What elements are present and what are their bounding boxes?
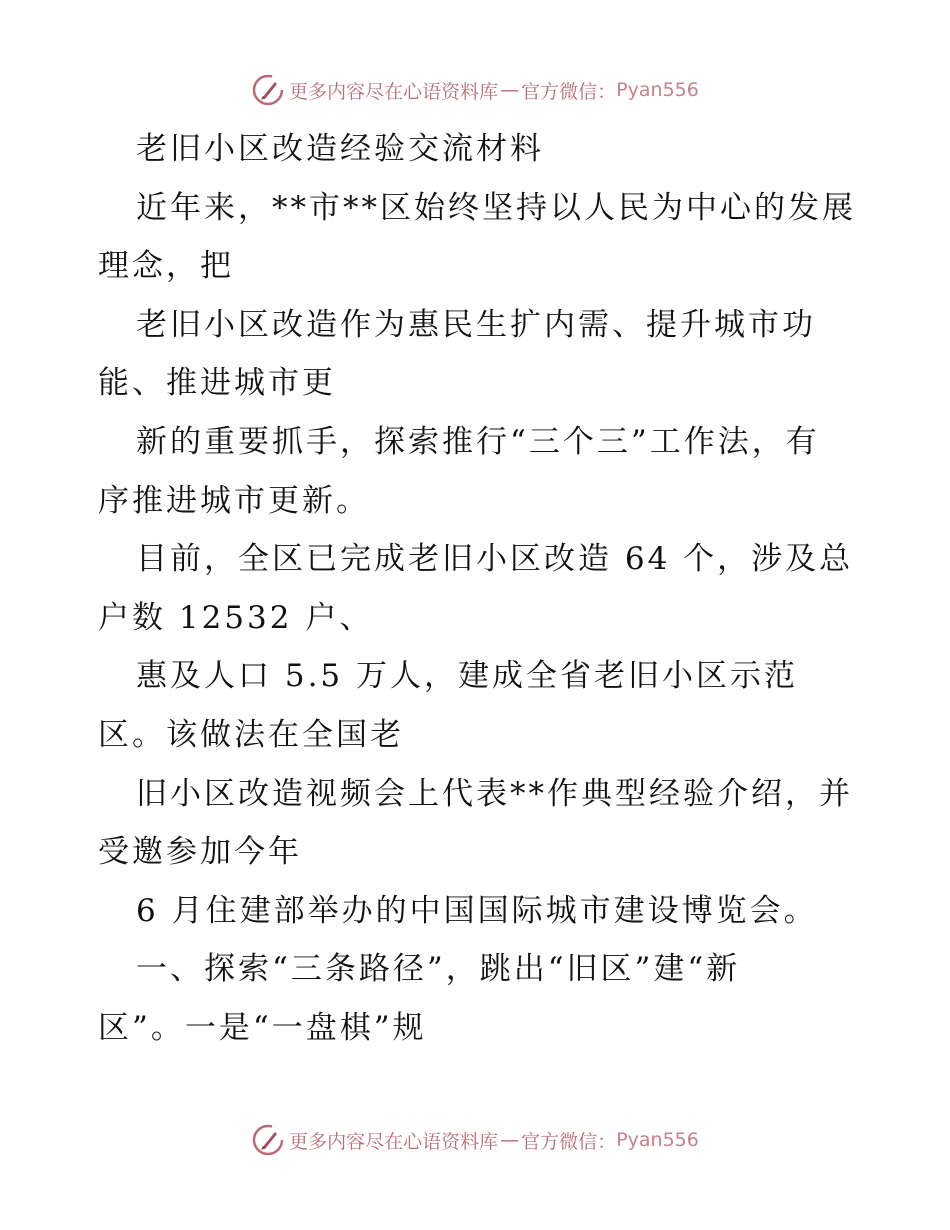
paragraph-line: 能、推进城市更 — [98, 365, 336, 402]
header-banner — [0, 70, 950, 110]
document-title: 老旧小区改造经验交流材料 — [136, 131, 544, 167]
banner-wechat-id: Pyan556 — [616, 1129, 699, 1151]
paragraph-line: 新的重要抓手，探索推行“三个三”工作法，有 — [136, 423, 820, 460]
paragraph-line: 区”。一是“一盘棋”规 — [98, 1009, 427, 1046]
banner-text: 更多内容尽在心语资料库 — [289, 80, 499, 103]
paragraph-line: 户数 12532 户、 — [98, 599, 374, 636]
quill-pen-logo-icon — [251, 73, 285, 107]
paragraph-line: 6 月住建部举办的中国国际城市建设博览会。 — [136, 892, 818, 929]
document-body — [98, 120, 858, 1058]
banner-separator: — — [500, 1129, 520, 1151]
footer-banner — [0, 1120, 950, 1160]
paragraph-line: 目前，全区已完成老旧小区改造 64 个，涉及总 — [136, 541, 854, 578]
section-heading-line: 一、探索“三条路径”，跳出“旧区”建“新 — [136, 951, 741, 988]
banner-wechat-label: 官方微信： — [521, 1130, 617, 1153]
paragraph-line: 旧小区改造视频会上代表**作典型经验介绍，并 — [136, 775, 853, 812]
paragraph-line: 近年来，**市**区始终坚持以人民为中心的发展 — [136, 189, 856, 226]
banner-text: 更多内容尽在心语资料库 — [289, 1130, 499, 1153]
banner-separator: — — [500, 79, 520, 101]
quill-pen-logo-icon — [251, 1123, 285, 1157]
paragraph-line: 序推进城市更新。 — [98, 482, 370, 519]
banner-wechat-id: Pyan556 — [616, 79, 699, 101]
banner-wechat-label: 官方微信： — [521, 80, 617, 103]
paragraph-line: 惠及人口 5.5 万人，建成全省老旧小区示范 — [136, 658, 799, 695]
paragraph-line: 老旧小区改造作为惠民生扩内需、提升城市功 — [136, 306, 816, 343]
paragraph-line: 区。该做法在全国老 — [98, 716, 404, 753]
paragraph-line: 受邀参加今年 — [98, 834, 302, 871]
paragraph-line: 理念，把 — [98, 248, 234, 285]
